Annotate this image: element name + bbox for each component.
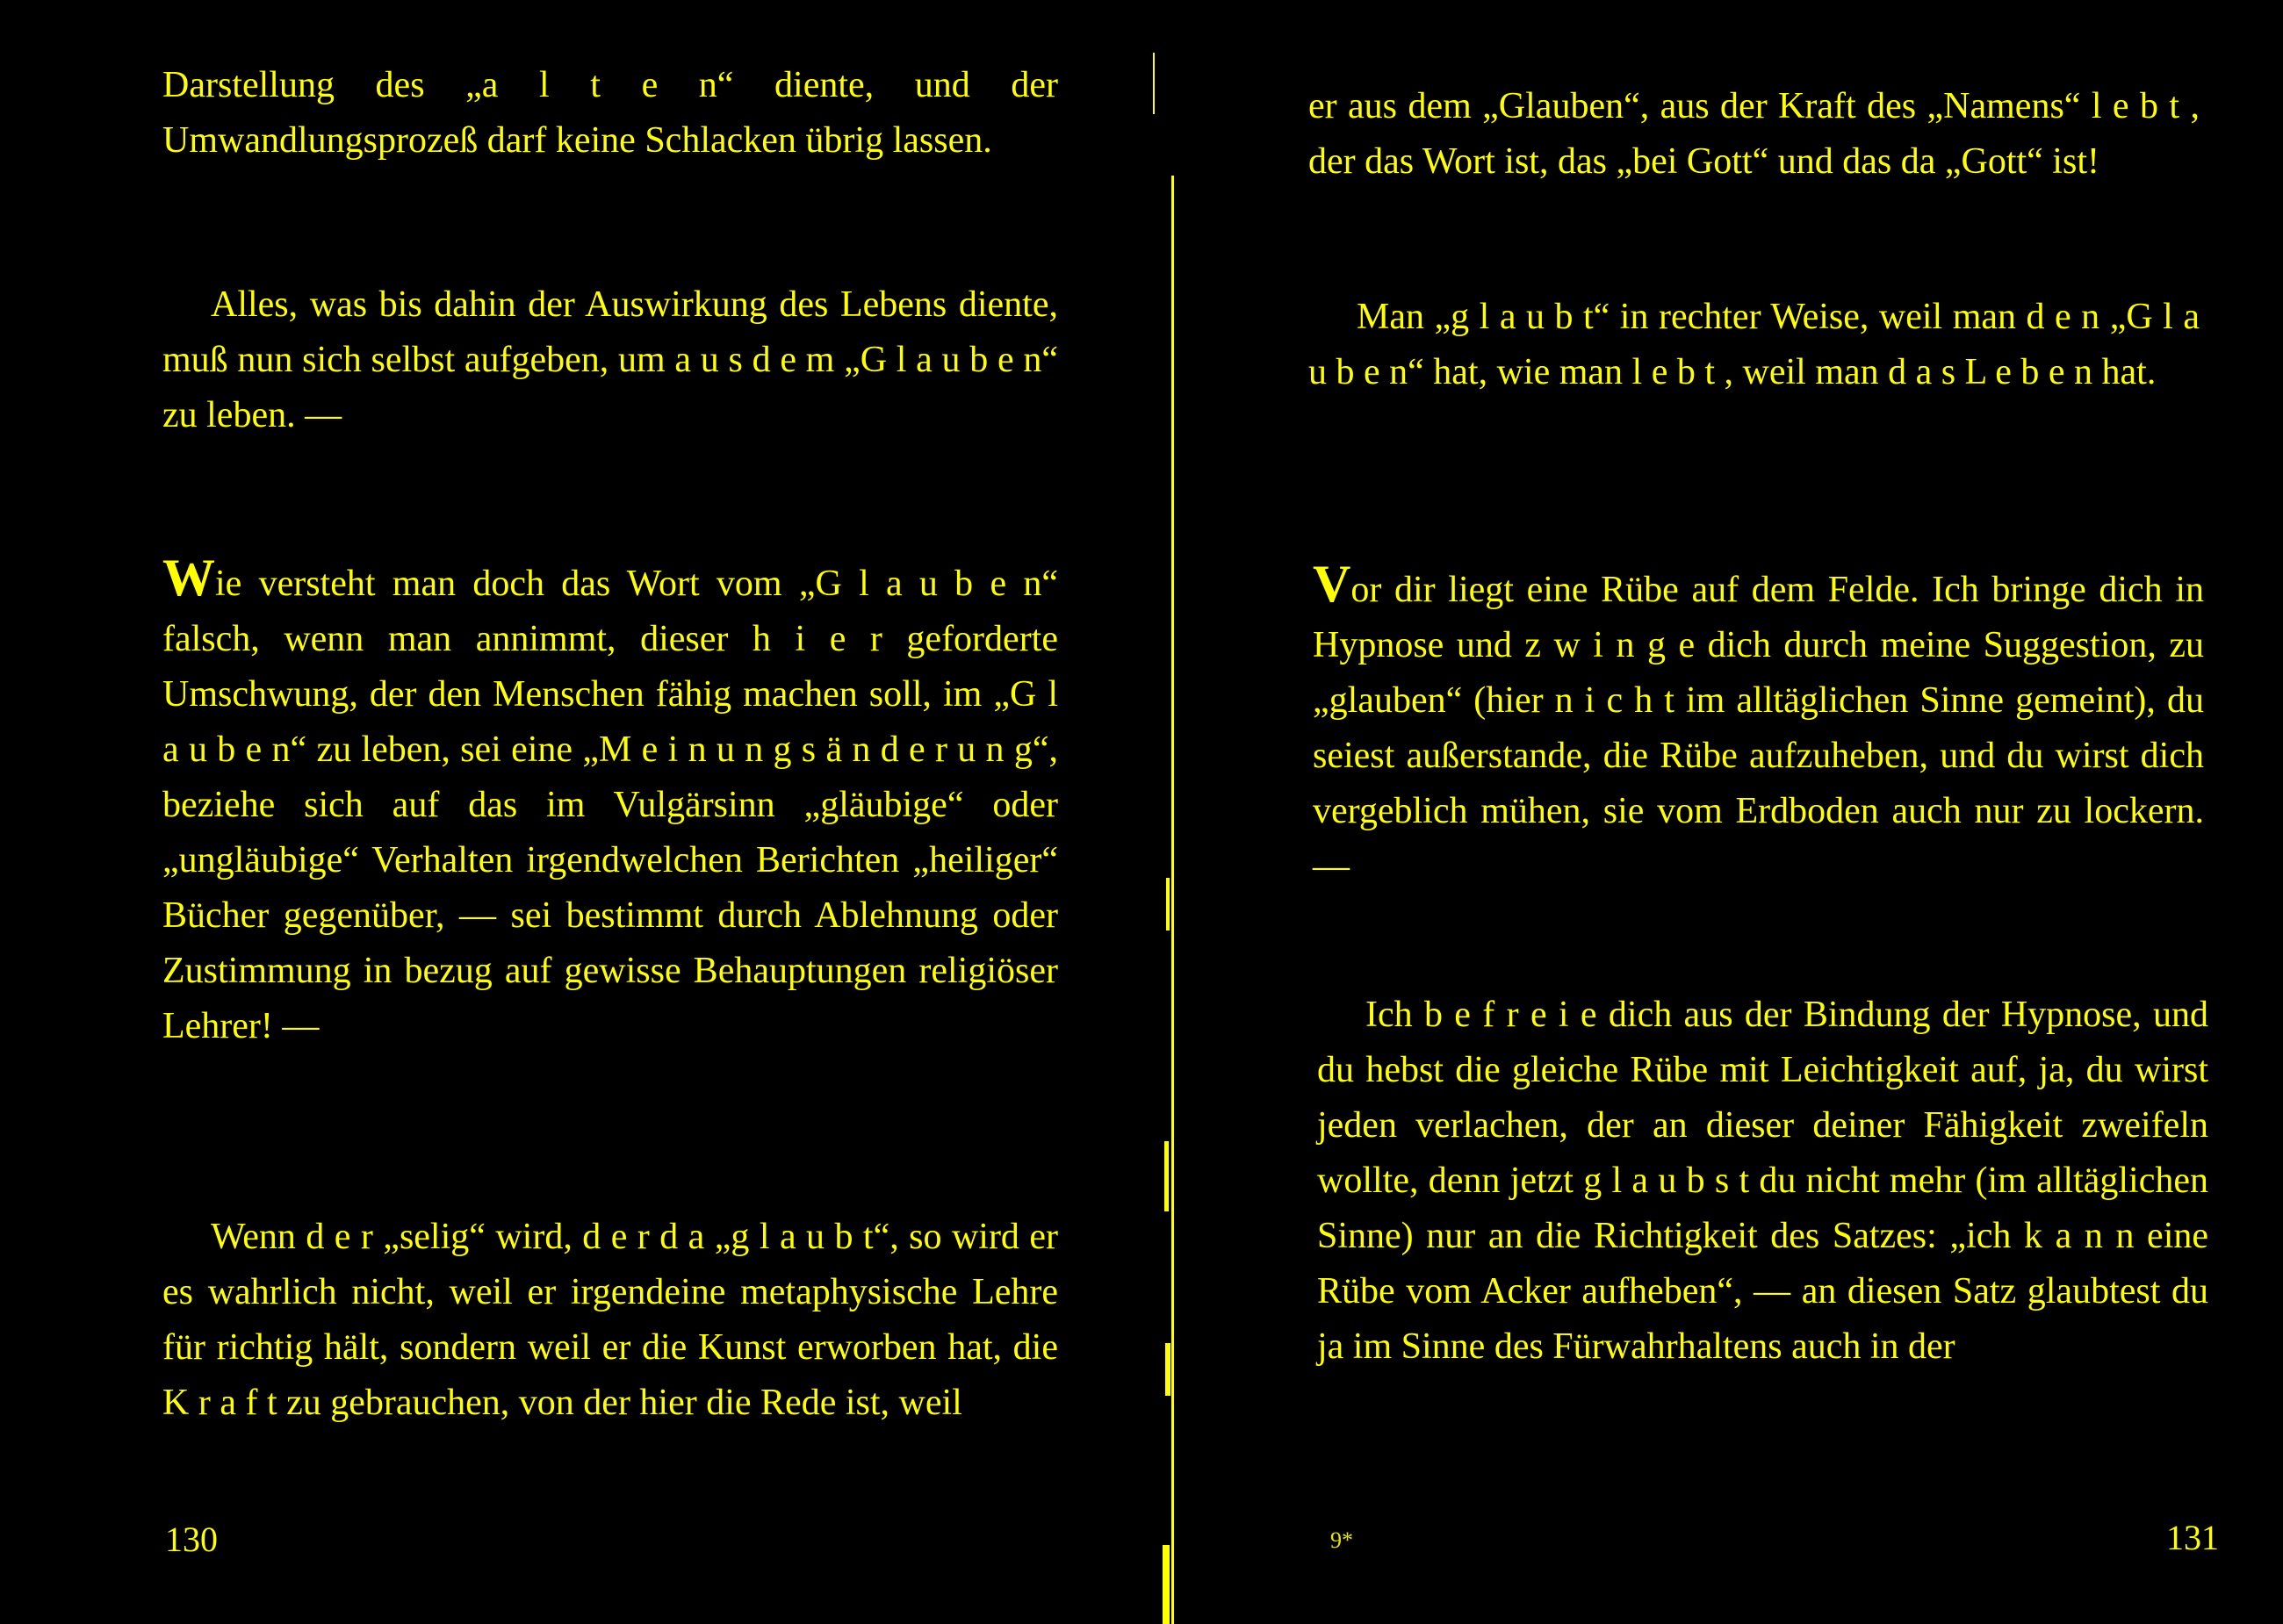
left-paragraph-3 [162, 551, 1058, 1054]
dropcap: W [162, 549, 215, 607]
signature-mark: 9* [1330, 1527, 1353, 1553]
gutter-mark [1164, 1141, 1169, 1211]
gutter-mark [1153, 53, 1155, 114]
paragraph-text: Ich b e f r e i e dich aus der Bindung der Hypnose, und du hebst die gleiche Rübe mit Leichtigkeit auf, ja, du wirst jeden verlachen, der an dieser deiner Fähigkeit zweifeln wollte, denn jetzt g l a u b s t du nicht mehr (im alltäglichen Sinne) nur an die Richtigkeit des Satzes: „ich k a n n eine Rübe vom Acker aufheben“, — an diesen Satz glaubtest du ja im Sinne des Fürwahrhaltens auch in der [1317, 995, 2208, 1367]
page-number: 131 [2166, 1518, 2219, 1557]
paragraph-text: Darstellung des „a l t e n“ diente, und der Umwandlungsprozeß darf keine Schlacken übrig lassen. [162, 65, 1058, 161]
right-paragraph-4 [1317, 988, 2208, 1375]
right-page [1177, 0, 2283, 1624]
right-paragraph-1 [1308, 79, 2200, 190]
left-paragraph-4 [162, 1210, 1058, 1431]
paragraph-with-dropcap [1313, 557, 2204, 895]
gutter-mark [1166, 878, 1170, 931]
paragraph-with-dropcap [162, 551, 1058, 1054]
paragraph-text: ie versteht man doch das Wort vom „G l a u b e n“ falsch, wenn man annimmt, dieser h i e r geforderte Umschwung, der den Menschen fähig machen soll, im „G l a u b e n“ zu leben, sei eine „M e i n u n g s ä n d e r u n g“, beziehe sich auf das im Vulgärsinn „gläubige“ oder „ungläubige“ Verhalten irgendwelchen Berichten „heiliger“ Bücher gegenüber, — sei bestimmt durch Ablehnung oder Zustimmung in bezug auf gewisse Behauptungen religiöser Lehrer! — [162, 564, 1058, 1046]
right-paragraph-2 [1308, 290, 2200, 400]
right-paragraph-3 [1313, 557, 2204, 895]
paragraph-text: Man „g l a u b t“ in rechter Weise, weil man d e n „G l a u b e n“ hat, wie man l e b t , weil man d a s L e b e n hat. [1308, 297, 2200, 392]
paragraph-text: or dir liegt eine Rübe auf dem Felde. Ich bringe dich in Hypnose und z w i n g e dich durch meine Suggestion, zu „glauben“ (hier n i c h t im alltäglichen Sinne gemeint), du seiest außerstande, die Rübe aufzuheben, und du wirst dich vergeblich mühen, sie vom Erdboden auch nur zu lockern. — [1313, 570, 2204, 887]
paragraph-text: Alles, was bis dahin der Auswirkung des Lebens diente, muß nun sich selbst aufgeben, um a u s d e m „G l a u b e n“ zu leben. — [162, 284, 1058, 435]
dropcap: V [1313, 555, 1351, 613]
gutter-mark [1163, 1545, 1170, 1624]
left-paragraph-2 [162, 277, 1058, 443]
gutter-line [1171, 176, 1174, 1624]
page-number: 130 [165, 1520, 218, 1559]
gutter-mark [1165, 1343, 1170, 1396]
paragraph-text: Wenn d e r „selig“ wird, d e r d a „g l a u b t“, so wird er es wahrlich nicht, weil er irgendeine metaphysische Lehre für richtig hält, sondern weil er die Kunst erworben hat, die K r a f t zu gebrauchen, von der hier die Rede ist, weil [162, 1217, 1058, 1423]
left-paragraph-1 [162, 58, 1058, 169]
paragraph-text: er aus dem „Glauben“, aus der Kraft des „Namens“ l e b t , der das Wort ist, das „bei Gott“ und das da „Gott“ ist! [1308, 86, 2200, 182]
